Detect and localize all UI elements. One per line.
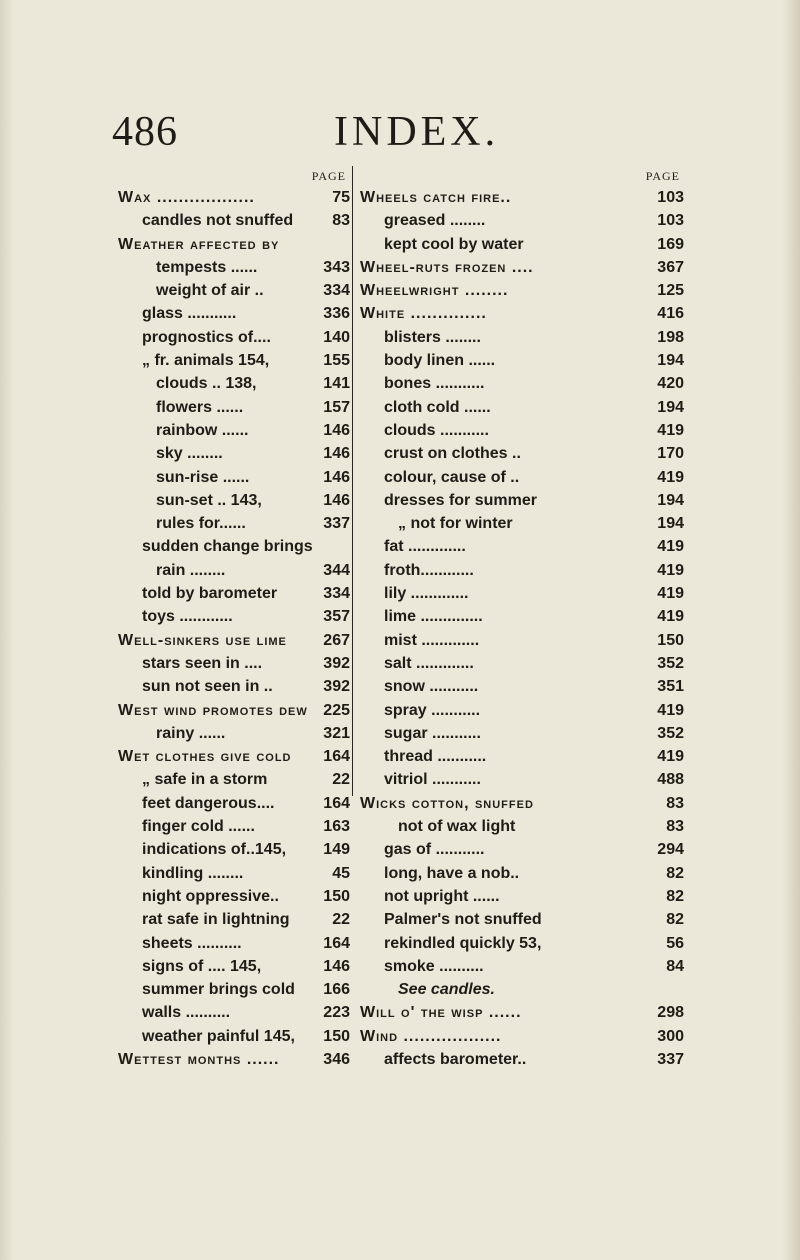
entry-text: Wheel-ruts frozen ....: [360, 258, 534, 276]
entry-page: 83: [666, 818, 684, 836]
entry-page: 150: [657, 631, 684, 649]
page-edge-right: [782, 0, 800, 1260]
entry-text: rain ........: [156, 561, 226, 579]
entry-text: Wind ..................: [360, 1027, 502, 1045]
entry-page: 82: [666, 911, 684, 929]
entry-text: kept cool by water: [384, 235, 524, 253]
index-entry: [360, 978, 684, 1001]
entry-text: rainbow ......: [156, 421, 249, 439]
entry-text: night oppressive..: [142, 887, 279, 905]
index-entry: [118, 1025, 350, 1048]
entry-page: 22: [332, 771, 350, 789]
entry-text: body linen ......: [384, 352, 496, 370]
entry-page: 267: [323, 631, 350, 649]
entry-text: Wicks cotton, snuffed: [360, 794, 534, 812]
entry-text: feet dangerous....: [142, 794, 275, 812]
index-entry: [118, 419, 350, 442]
index-entry: [360, 302, 684, 325]
entry-page: 163: [323, 818, 350, 836]
entry-page: 125: [657, 282, 684, 300]
entry-text: told by barometer: [142, 585, 278, 603]
index-entry: [360, 256, 684, 279]
entry-text: West wind promotes dew: [118, 701, 308, 719]
entry-text: clouds ...........: [384, 421, 489, 439]
index-entry: [360, 512, 684, 535]
entry-page: 336: [323, 305, 350, 323]
index-entry: [118, 838, 350, 861]
entry-text: weather painful 145,: [142, 1027, 295, 1045]
index-entry: [360, 396, 684, 419]
index-entry: [118, 908, 350, 931]
index-entry: [360, 186, 684, 209]
index-entry: [360, 675, 684, 698]
entry-page: 75: [332, 189, 350, 206]
index-entry: [360, 279, 684, 302]
entry-page: 146: [323, 491, 350, 509]
page-edge-left: [0, 0, 14, 1260]
entry-text: flowers ......: [156, 398, 244, 416]
index-entry: [118, 722, 350, 745]
entry-text: clouds .. 138,: [156, 375, 257, 393]
entry-page: 140: [323, 328, 350, 346]
entry-page: 82: [666, 887, 684, 905]
index-entry: [118, 535, 350, 558]
entry-page: 321: [323, 724, 350, 742]
entry-text: snow ...........: [384, 678, 479, 696]
entry-text: White ..............: [360, 305, 487, 323]
entry-text: „ not for winter: [398, 515, 513, 533]
entry-text: salt .............: [384, 654, 474, 672]
entry-text: fat .............: [384, 538, 466, 556]
entry-text: lily .............: [384, 585, 469, 603]
index-entry: [360, 768, 684, 791]
entry-text: rat safe in lightning: [142, 911, 290, 929]
index-entry: [118, 675, 350, 698]
index-entry: [360, 722, 684, 745]
index-entry: [360, 699, 684, 722]
entry-text: summer brings cold: [142, 981, 295, 999]
entry-text: tempests ......: [156, 258, 258, 276]
entry-page: 83: [666, 794, 684, 812]
entry-page: 146: [323, 421, 350, 439]
entry-page: 352: [657, 724, 684, 742]
entry-text: sky ........: [156, 445, 223, 463]
index-entry: [360, 466, 684, 489]
entry-page: 357: [323, 608, 350, 626]
index-entry: [118, 256, 350, 279]
entry-page: 155: [323, 352, 350, 370]
entry-text: thread ...........: [384, 748, 487, 766]
index-entry: [118, 768, 350, 791]
entry-page: 149: [323, 841, 350, 859]
index-entry: [118, 372, 350, 395]
index-entry: [118, 978, 350, 1001]
index-entry: [360, 862, 684, 885]
entry-text: Weather affected by: [118, 235, 280, 253]
entry-text: signs of .... 145,: [142, 957, 262, 975]
page-number: 486: [112, 109, 178, 155]
index-entry: [360, 489, 684, 512]
entry-page: 103: [657, 189, 684, 206]
index-entry: [118, 233, 350, 256]
index-entry: [118, 349, 350, 372]
entry-page: 419: [657, 748, 684, 766]
index-entry: [360, 419, 684, 442]
index-entry: [118, 396, 350, 419]
entry-page: 198: [657, 328, 684, 346]
entry-page: 352: [657, 654, 684, 672]
entry-page: 351: [657, 678, 684, 696]
entry-page: 150: [323, 887, 350, 905]
entry-page: 419: [657, 701, 684, 719]
running-title: INDEX.: [334, 109, 500, 155]
entry-text: affects barometer..: [384, 1050, 527, 1068]
page-column-label: PAGE: [645, 169, 680, 183]
entry-text: dresses for summer: [384, 491, 537, 509]
entry-page: 294: [657, 841, 684, 859]
entry-page: 419: [657, 608, 684, 626]
index-entry: [360, 535, 684, 558]
index-entry: [360, 605, 684, 628]
index-entry: [118, 489, 350, 512]
page-column-label: PAGE: [311, 169, 346, 183]
index-entry: [360, 442, 684, 465]
entry-text: sudden change brings: [142, 538, 313, 556]
entry-page: 419: [657, 421, 684, 439]
entry-page: 337: [323, 515, 350, 533]
entry-text: weight of air ..: [156, 282, 264, 300]
index-entry: [360, 932, 684, 955]
index-entry: [360, 1048, 684, 1071]
entry-text: Wheels catch fire..: [360, 189, 512, 206]
entry-page: 164: [323, 794, 350, 812]
index-entry: [118, 699, 350, 722]
index-entry: [118, 512, 350, 535]
entry-page: 334: [323, 282, 350, 300]
entry-text: bones ...........: [384, 375, 485, 393]
index-entry: [118, 326, 350, 349]
index-entry: [360, 1001, 684, 1024]
index-entry: [118, 862, 350, 885]
entry-text: walls ..........: [142, 1004, 231, 1022]
entry-page: 488: [657, 771, 684, 789]
index-entry: [360, 582, 684, 605]
index-entry: [360, 326, 684, 349]
entry-text: toys ............: [142, 608, 233, 626]
entry-text: rekindled quickly 53,: [384, 934, 542, 952]
entry-text: sun-rise ......: [156, 468, 250, 486]
entry-text: „ safe in a storm: [142, 771, 268, 789]
entry-page: 164: [323, 748, 350, 766]
entry-text: smoke ..........: [384, 957, 484, 975]
index-entry: [360, 559, 684, 582]
entry-text: rainy ......: [156, 724, 226, 742]
index-entry: [118, 652, 350, 675]
entry-page: 392: [323, 678, 350, 696]
entry-text: froth............: [384, 561, 474, 579]
entry-text: rules for......: [156, 515, 246, 533]
entry-text: mist .............: [384, 631, 480, 649]
entry-page: 194: [657, 491, 684, 509]
entry-page: 150: [323, 1027, 350, 1045]
index-entry: [360, 629, 684, 652]
entry-text: glass ...........: [142, 305, 237, 323]
entry-page: 169: [657, 235, 684, 253]
entry-page: 223: [323, 1004, 350, 1022]
entry-page: 164: [323, 934, 350, 952]
entry-page: 22: [332, 911, 350, 929]
entry-page: 225: [323, 701, 350, 719]
entry-page: 419: [657, 538, 684, 556]
entry-page: 334: [323, 585, 350, 603]
entry-text: See candles.: [398, 981, 495, 999]
index-entry: [360, 209, 684, 232]
entry-page: 419: [657, 561, 684, 579]
entry-text: not of wax light: [398, 818, 516, 836]
index-entry: [118, 815, 350, 838]
index-entry: [360, 792, 684, 815]
index-entry: [118, 629, 350, 652]
entry-text: long, have a nob..: [384, 864, 520, 882]
index-entry: [360, 908, 684, 931]
entry-page: 300: [657, 1027, 684, 1045]
index-entry: [118, 1001, 350, 1024]
entry-text: cloth cold ......: [384, 398, 491, 416]
entry-text: Well-sinkers use lime: [118, 631, 287, 649]
entry-text: prognostics of....: [142, 328, 271, 346]
index-entry: [118, 466, 350, 489]
entry-page: 298: [657, 1004, 684, 1022]
index-entry: [118, 885, 350, 908]
entry-text: Wettest months ......: [118, 1050, 280, 1068]
index-entry: [118, 279, 350, 302]
entry-text: sun-set .. 143,: [156, 491, 262, 509]
index-entry: [360, 745, 684, 768]
entry-text: gas of ...........: [384, 841, 485, 859]
index-entry: [118, 559, 350, 582]
entry-text: not upright ......: [384, 887, 500, 905]
entry-page: 170: [657, 445, 684, 463]
index-entry: [118, 955, 350, 978]
entry-text: lime ..............: [384, 608, 483, 626]
entry-page: 82: [666, 864, 684, 882]
entry-page: 84: [666, 957, 684, 975]
entry-text: sun not seen in ..: [142, 678, 273, 696]
entry-page: 56: [666, 934, 684, 952]
entry-text: crust on clothes ..: [384, 445, 521, 463]
index-column-left: [118, 166, 350, 1071]
entry-text: Will o' the wisp ......: [360, 1004, 522, 1022]
entry-text: „ fr. animals 154,: [142, 352, 270, 370]
entry-page: 343: [323, 258, 350, 276]
entry-page: 157: [323, 398, 350, 416]
index-entry: [360, 1025, 684, 1048]
entry-text: spray ...........: [384, 701, 481, 719]
entry-page: 367: [657, 258, 684, 276]
index-entry: [360, 838, 684, 861]
entry-page: 346: [323, 1050, 350, 1068]
entry-page: 194: [657, 398, 684, 416]
running-head: [0, 108, 800, 158]
index-entry: [360, 815, 684, 838]
index-entry: [118, 442, 350, 465]
entry-text: candles not snuffed: [142, 212, 294, 230]
entry-page: 83: [332, 212, 350, 230]
entry-page: 419: [657, 468, 684, 486]
index-entry: [118, 792, 350, 815]
index-entry: [118, 582, 350, 605]
column-divider: [352, 166, 353, 796]
index-entry: [118, 302, 350, 325]
entry-text: indications of..145,: [142, 841, 287, 859]
entry-text: Wax ..................: [118, 189, 255, 206]
entry-text: Wheelwright ........: [360, 282, 509, 300]
entry-text: colour, cause of ..: [384, 468, 520, 486]
index-entry: [360, 885, 684, 908]
entry-text: kindling ........: [142, 864, 244, 882]
entry-text: stars seen in ....: [142, 654, 263, 672]
index-entry: [360, 233, 684, 256]
entry-page: 146: [323, 957, 350, 975]
entry-text: sugar ...........: [384, 724, 481, 742]
entry-page: 420: [657, 375, 684, 393]
entry-page: 194: [657, 352, 684, 370]
entry-text: sheets ..........: [142, 934, 242, 952]
entry-page: 45: [332, 864, 350, 882]
index-entry: [118, 605, 350, 628]
index-entry: [360, 955, 684, 978]
index-entry: [118, 1048, 350, 1071]
index-column-right: [360, 166, 684, 1071]
entry-page: 141: [323, 375, 350, 393]
index-entry: [118, 186, 350, 209]
entry-page: 194: [657, 515, 684, 533]
index-entry: [118, 209, 350, 232]
entry-page: 392: [323, 654, 350, 672]
entry-page: 103: [657, 212, 684, 230]
entry-text: Wet clothes give cold: [118, 748, 292, 766]
entry-page: 416: [657, 305, 684, 323]
index-entry: [360, 349, 684, 372]
entry-text: blisters ........: [384, 328, 481, 346]
index-entry: [360, 372, 684, 395]
index-entry: [360, 652, 684, 675]
index-entry: [118, 932, 350, 955]
entry-page: 344: [323, 561, 350, 579]
entry-page: 146: [323, 445, 350, 463]
entry-page: 419: [657, 585, 684, 603]
index-entry: [118, 745, 350, 768]
entry-text: greased ........: [384, 212, 486, 230]
entry-page: 146: [323, 468, 350, 486]
entry-text: vitriol ...........: [384, 771, 481, 789]
entry-page: 166: [323, 981, 350, 999]
entry-text: finger cold ......: [142, 818, 255, 836]
entry-text: Palmer's not snuffed: [384, 911, 542, 929]
entry-page: 337: [657, 1050, 684, 1068]
